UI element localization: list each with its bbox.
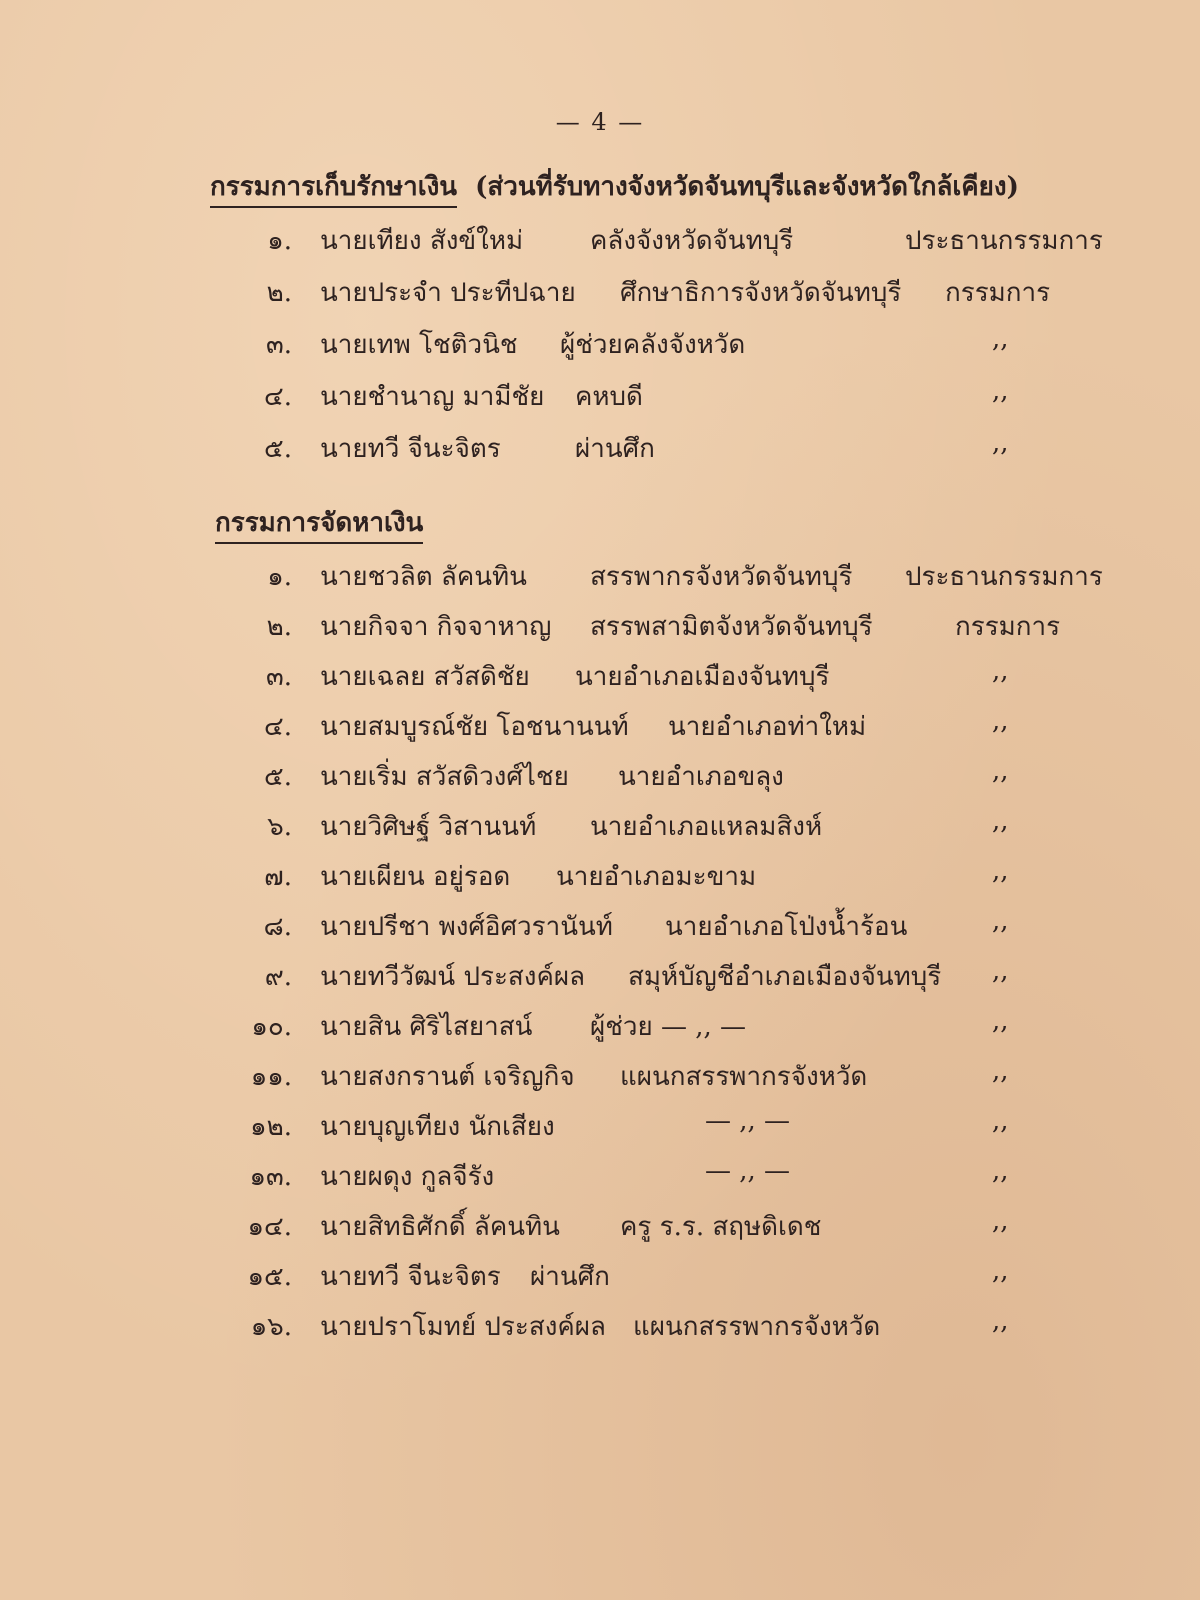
- member-role: สรรพากรจังหวัดจันทบุรี: [590, 562, 853, 592]
- member-name: นายสิน ศิริไสยาสน์: [320, 1012, 533, 1042]
- committee-position: ,,: [992, 1056, 1009, 1086]
- item-number: ๑.: [267, 226, 292, 256]
- member-name: นายสิทธิศักดิ์ ลัคนทิน: [320, 1212, 560, 1242]
- member-name: นายปราโมทย์ ประสงค์ผล: [320, 1312, 606, 1342]
- member-name: นายบุญเทียง นักเสียง: [320, 1112, 555, 1142]
- item-number: ๒.: [266, 278, 292, 308]
- committee-position: ,,: [992, 856, 1009, 886]
- item-number: ๕.: [264, 762, 292, 792]
- member-name: นายทวี จีนะจิตร: [320, 434, 501, 464]
- member-role: — ,, —: [705, 1106, 791, 1136]
- page-number: — 4 —: [555, 108, 645, 136]
- item-number: ๓.: [265, 662, 292, 692]
- member-name: นายสงกรานต์ เจริญกิจ: [320, 1062, 575, 1092]
- committee-position: ,,: [992, 376, 1009, 406]
- member-name: นายปรีชา พงศ์อิศวรานันท์: [320, 912, 613, 942]
- member-role: คลังจังหวัดจันทบุรี: [590, 226, 794, 256]
- member-role: คหบดี: [575, 382, 643, 412]
- member-name: นายทวี จีนะจิตร: [320, 1262, 501, 1292]
- item-number: ๔.: [264, 382, 292, 412]
- member-role: นายอำเภอขลุง: [618, 762, 784, 792]
- section-title: กรรมการเก็บรักษาเงิน: [210, 172, 457, 208]
- section-note: (ส่วนที่รับทางจังหวัดจันทบุรีและจังหวัดใกล้เคียง): [475, 172, 1019, 202]
- item-number: ๗.: [264, 862, 292, 892]
- member-role: ครู ร.ร. สฤษดิเดช: [620, 1212, 822, 1242]
- section-title: กรรมการจัดหาเงิน: [215, 508, 423, 544]
- member-name: นายกิจจา กิจจาหาญ: [320, 612, 552, 642]
- committee-position: ,,: [992, 956, 1009, 986]
- member-role: แผนกสรรพากรจังหวัด: [620, 1062, 868, 1092]
- member-role: ผ่านศึก: [530, 1262, 610, 1292]
- item-number: ๑๐.: [251, 1012, 292, 1042]
- item-number: ๑๕.: [247, 1262, 292, 1292]
- item-number: ๓.: [265, 330, 292, 360]
- committee-position: ,,: [992, 656, 1009, 686]
- member-role: ผู้ช่วยคลังจังหวัด: [560, 330, 746, 360]
- committee-position: ,,: [992, 906, 1009, 936]
- member-name: นายวิศิษฐ์ วิสานนท์: [320, 812, 537, 842]
- committee-position: ,,: [992, 1306, 1009, 1336]
- item-number: ๙.: [264, 962, 292, 992]
- member-name: นายเผียน อยู่รอด: [320, 862, 511, 892]
- committee-position: ,,: [992, 1156, 1009, 1186]
- member-role: — ,, —: [705, 1156, 791, 1186]
- section-heading-fundraising: [215, 502, 423, 549]
- committee-position: ,,: [992, 806, 1009, 836]
- committee-position: ประธานกรรมการ: [905, 226, 1103, 256]
- section-heading-treasury: [210, 166, 1019, 213]
- member-role: แผนกสรรพากรจังหวัด: [633, 1312, 881, 1342]
- committee-position: กรรมการ: [955, 612, 1061, 642]
- member-role: นายอำเภอเมืองจันทบุรี: [575, 662, 830, 692]
- member-role: นายอำเภอแหลมสิงห์: [590, 812, 823, 842]
- committee-position: ประธานกรรมการ: [905, 562, 1103, 592]
- item-number: ๑๖.: [250, 1312, 292, 1342]
- item-number: ๑.: [267, 562, 292, 592]
- item-number: ๖.: [267, 812, 292, 842]
- committee-position: ,,: [992, 706, 1009, 736]
- committee-position: ,,: [992, 1206, 1009, 1236]
- member-name: นายประจำ ประทีปฉาย: [320, 278, 576, 308]
- item-number: ๑๑.: [250, 1062, 292, 1092]
- item-number: ๑๒.: [250, 1112, 292, 1142]
- member-name: นายสมบูรณ์ชัย โอชนานนท์: [320, 712, 629, 742]
- committee-position: ,,: [992, 428, 1009, 458]
- member-name: นายชวลิต ลัคนทิน: [320, 562, 527, 592]
- item-number: ๘.: [263, 912, 292, 942]
- member-role: ศึกษาธิการจังหวัดจันทบุรี: [620, 278, 902, 308]
- member-role: นายอำเภอโป่งน้ำร้อน: [665, 912, 908, 942]
- member-role: นายอำเภอท่าใหม่: [668, 712, 867, 742]
- committee-position: ,,: [992, 756, 1009, 786]
- committee-position: ,,: [992, 1006, 1009, 1036]
- member-name: นายผดุง กูลจีรัง: [320, 1162, 495, 1192]
- committee-position: ,,: [992, 1256, 1009, 1286]
- member-role: ผ่านศึก: [575, 434, 655, 464]
- member-role: สรรพสามิตจังหวัดจันทบุรี: [590, 612, 873, 642]
- member-name: นายเริ่ม สวัสดิวงศ์ไชย: [320, 762, 569, 792]
- item-number: ๒.: [266, 612, 292, 642]
- item-number: ๑๓.: [249, 1162, 292, 1192]
- member-name: นายเฉลย สวัสดิชัย: [320, 662, 530, 692]
- member-role: สมุห์บัญชีอำเภอเมืองจันทบุรี: [628, 962, 942, 992]
- member-role: นายอำเภอมะขาม: [556, 862, 757, 892]
- committee-position: กรรมการ: [945, 278, 1051, 308]
- member-name: นายเทียง สังข์ใหม่: [320, 226, 524, 256]
- committee-position: ,,: [992, 1106, 1009, 1136]
- item-number: ๑๔.: [247, 1212, 292, 1242]
- item-number: ๔.: [264, 712, 292, 742]
- member-name: นายทวีวัฒน์ ประสงค์ผล: [320, 962, 586, 992]
- committee-position: ,,: [992, 324, 1009, 354]
- member-role: ผู้ช่วย — ,, —: [590, 1012, 747, 1042]
- item-number: ๕.: [264, 434, 292, 464]
- member-name: นายชำนาญ มามีชัย: [320, 382, 545, 412]
- member-name: นายเทพ โชติวนิช: [320, 330, 518, 360]
